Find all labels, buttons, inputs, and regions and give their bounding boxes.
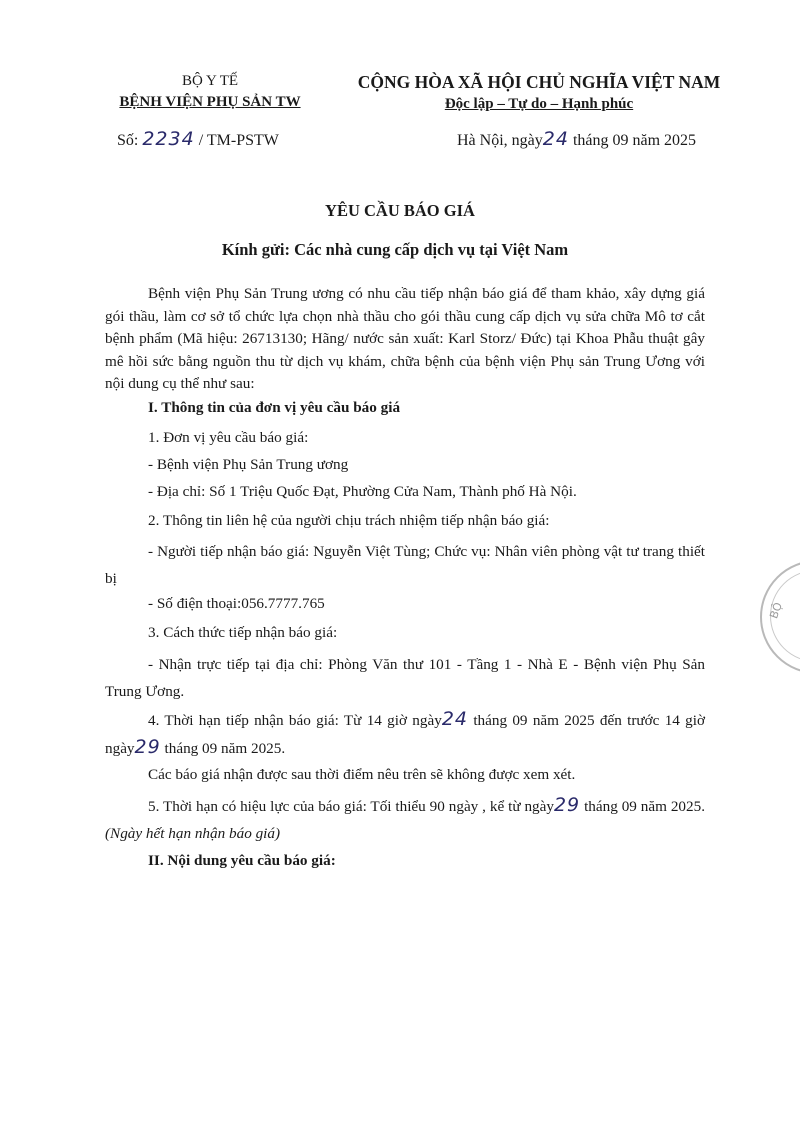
unit-address: - Địa chỉ: Số 1 Triệu Quốc Đạt, Phường Cửa Nam, Thành phố Hà Nội.	[148, 483, 577, 500]
date-suffix: tháng 09 năm 2025	[572, 132, 697, 149]
item5-text-b: tháng 09 năm 2025.	[584, 798, 706, 815]
item5-text-a: 5. Thời hạn có hiệu lực của báo giá: Tối thiểu 90 ngày , kể từ ngày	[148, 798, 554, 815]
section1-item5	[105, 792, 705, 847]
receive-method: - Nhận trực tiếp tại địa chỉ: Phòng Văn thư 101 - Tầng 1 - Nhà E - Bệnh viện Phụ Sản Trung Ương.	[105, 656, 705, 700]
country-name: CỘNG HÒA XÃ HỘI CHỦ NGHĨA VIỆT NAM	[357, 72, 721, 92]
hospital-name: BỆNH VIỆN PHỤ SẢN TW	[119, 94, 301, 110]
section2-heading: II. Nội dung yêu cầu báo giá:	[148, 852, 336, 869]
national-motto: Độc lập – Tự do – Hạnh phúc	[444, 96, 634, 112]
doc-no-handwritten: 2234	[142, 128, 195, 150]
section1-item1: 1. Đơn vị yêu cầu báo giá:	[148, 429, 309, 446]
contact-person: - Người tiếp nhận báo giá: Nguyễn Việt Tùng; Chức vụ: Nhân viên phòng vật tư trang thiết bị	[105, 543, 705, 587]
item4-day1-handwritten: 24	[441, 708, 469, 730]
recipient-line: Kính gửi: Các nhà cung cấp dịch vụ tại Việt Nam	[221, 240, 569, 259]
item4-text-b: tháng 09 năm 2025 đến trước 14 giờ ngày	[105, 712, 706, 757]
contact-phone: - Số điện thoại:056.7777.765	[148, 595, 325, 612]
date-prefix: Hà Nội, ngày	[457, 132, 543, 149]
section1-item4	[105, 706, 705, 762]
item4-text-a: 4. Thời hạn tiếp nhận báo giá: Từ 14 giờ ngày	[148, 712, 442, 729]
section1-heading: I. Thông tin của đơn vị yêu cầu báo giá	[148, 399, 401, 416]
document-number	[117, 128, 279, 150]
item5-day-handwritten: 29	[553, 794, 581, 816]
stamp-text: BỘ	[767, 600, 785, 621]
late-note: Các báo giá nhận được sau thời điểm nêu trên sẽ không được xem xét.	[148, 766, 576, 783]
ministry-name: BỘ Y TẾ	[181, 73, 239, 89]
date-day-handwritten: 24	[542, 128, 569, 150]
section1-item2: 2. Thông tin liên hệ của người chịu trách nhiệm tiếp nhận báo giá:	[148, 512, 550, 529]
section1-item3: 3. Cách thức tiếp nhận báo giá:	[148, 624, 338, 641]
item5-note: (Ngày hết hạn nhận báo giá)	[105, 825, 281, 842]
unit-name: - Bệnh viện Phụ Sản Trung ương	[148, 456, 349, 473]
stamp-seal	[760, 560, 800, 674]
item4-text-c: tháng 09 năm 2025.	[164, 740, 286, 757]
document-date	[457, 128, 696, 150]
intro-paragraph: Bệnh viện Phụ Sản Trung ương có nhu cầu tiếp nhận báo giá để tham khảo, xây dựng giá gói thầu, làm cơ sở tổ chức lựa chọn nhà thầu cho gói thầu cung cấp dịch vụ sửa chữa Mô tơ cắt bệnh phẩm (Mã hiệu: 26713130; Hãng/ nước sản xuất: Karl Storz/ Đức) tại Khoa Phẫu thuật gây mê hồi sức bằng nguồn thu từ dịch vụ khám, chữa bệnh của bệnh viện Phụ sản Trung Ương với nội dung cụ thể như sau:	[105, 285, 705, 393]
doc-no-prefix: Số:	[117, 132, 139, 149]
doc-no-suffix: / TM-PSTW	[198, 132, 279, 149]
item4-day2-handwritten: 29	[134, 736, 161, 758]
document-title: YÊU CẦU BÁO GIÁ	[325, 201, 475, 220]
